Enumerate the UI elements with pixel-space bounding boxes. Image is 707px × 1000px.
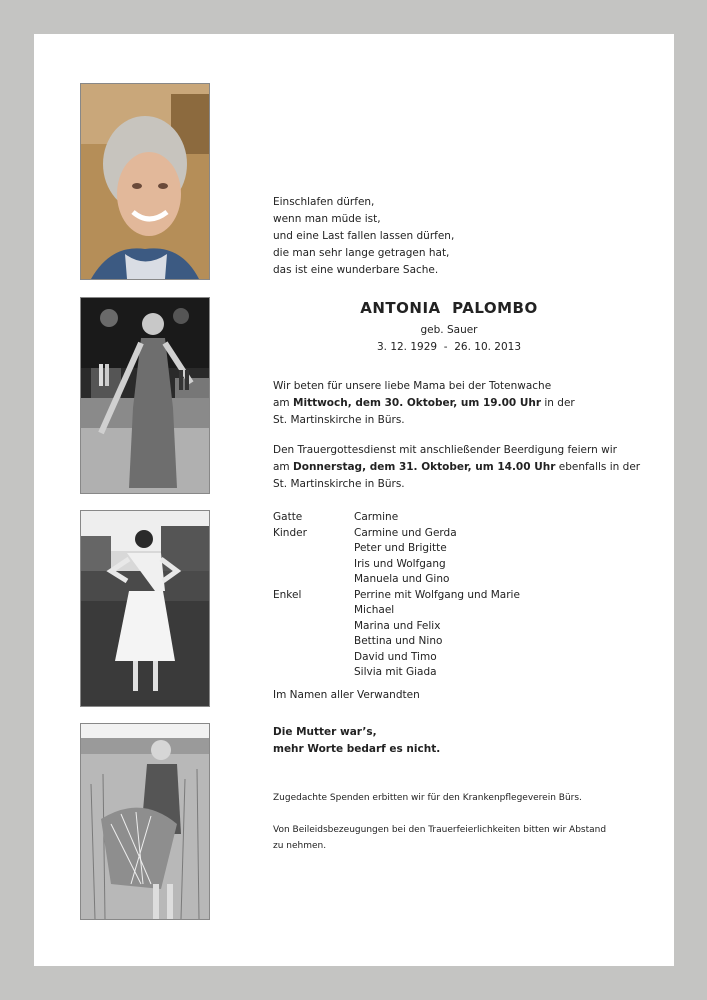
family-row [273,619,520,635]
portrait-photo [80,83,210,280]
wake-text: am [273,397,294,409]
family-member: Michael [354,604,395,616]
deceased-details [273,322,625,356]
wake-line: Wir beten für unsere liebe Mama bei der Totenwache [273,380,552,392]
family-member: Manuela und Gino [354,573,450,585]
quote-line: mehr Worte bedarf es nicht. [273,743,441,755]
family-member: Perrine mit Wolfgang und Marie [354,588,520,601]
closing-line: Im Namen aller Verwandten [273,689,420,701]
family-role [273,603,354,619]
garden-photo [80,510,210,707]
condolence-note [273,822,633,854]
family-role: Kinder [273,526,307,539]
family-member: Peter und Brigitte [354,542,447,554]
family-role [273,634,354,650]
family-role: Gatte [273,511,303,523]
poem-line: die man sehr lange getragen hat, [273,247,450,259]
poem-line: Einschlafen dürfen, [273,196,375,208]
bar-photo [80,297,210,494]
poem-line: wenn man müde ist, [273,213,381,225]
field-photo-icon [81,724,209,919]
quote-line: Die Mutter war’s, [273,726,377,738]
family-row [273,665,520,681]
family-row [273,650,520,666]
family-list [273,510,520,681]
poem [273,194,633,279]
family-role [273,541,354,557]
funeral-text: am [273,461,294,473]
deceased-name: ANTONIA PALOMBO [360,299,538,317]
family-member: Marina und Felix [354,619,441,632]
family-row [273,510,520,526]
condolence-line: zu nehmen. [273,841,327,851]
family-member: Carmine und Gerda [354,526,457,539]
family-role [273,650,354,666]
family-row [273,588,520,604]
poem-line: das ist eine wunderbare Sache. [273,264,439,276]
bar-photo-icon [81,298,209,493]
funeral-date: Donnerstag, dem 31. Oktober, um 14.00 Uhr [293,461,556,473]
family-role [273,557,354,573]
funeral-line [273,459,641,476]
poem-line: und eine Last fallen lassen dürfen, [273,230,455,242]
family-row [273,572,520,588]
garden-photo-icon [81,511,209,706]
wake-line: St. Martinskirche in Bürs. [273,414,405,426]
field-photo [80,723,210,920]
donations-note: Zugedachte Spenden erbitten wir für den Krankenpflegeverein Bürs. [273,793,582,803]
condolence-line: Von Beileidsbezeugungen bei den Trauerfeierlichkeiten bitten wir Abstand [273,825,607,835]
family-row [273,634,520,650]
family-member: Carmine [354,511,399,523]
family-role: Enkel [273,588,302,601]
family-row [273,557,520,573]
family-member: Silvia mit Giada [354,666,437,678]
family-role [273,619,354,635]
funeral-text: ebenfalls in der [555,461,641,473]
obituary-page [34,34,674,966]
birth-name: geb. Sauer [420,324,478,336]
family-role [273,572,354,588]
life-dates: 3. 12. 1929 - 26. 10. 2013 [376,341,522,353]
portrait-photo-icon [81,84,209,279]
family-row [273,541,520,557]
wake-date: Mittwoch, dem 30. Oktober, um 19.00 Uhr [293,397,542,409]
funeral-line: Den Trauergottesdienst mit anschließender Beerdigung feiern wir [273,444,617,456]
family-role [273,665,354,681]
quote [273,724,633,758]
funeral-paragraph [273,442,641,493]
family-member: David und Timo [354,650,437,663]
wake-text: in der [541,397,575,409]
family-row [273,603,520,619]
family-row [273,526,520,542]
family-member: Iris und Wolfgang [354,557,446,570]
wake-paragraph [273,378,633,429]
funeral-line: St. Martinskirche in Bürs. [273,478,405,490]
wake-line [273,395,633,412]
family-member: Bettina und Nino [354,635,443,647]
